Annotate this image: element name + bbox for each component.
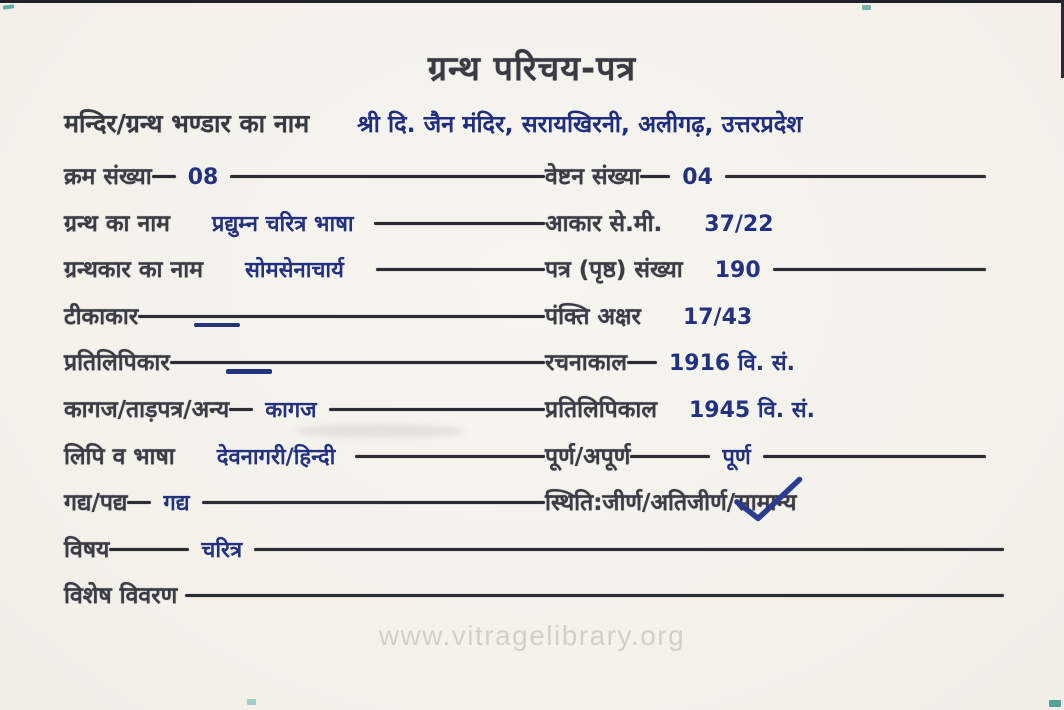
copyist-label: प्रतिलिपिकार — [64, 350, 170, 377]
repository-name-row — [64, 106, 1064, 143]
copyist-none-dash — [226, 369, 272, 374]
material-value: कागज — [265, 397, 317, 423]
form-row — [0, 578, 1064, 625]
lines-letters-label: पंक्ति अक्षर — [545, 303, 641, 330]
form-rows — [0, 159, 1064, 625]
prose-verse-value: गद्य — [163, 491, 190, 517]
condition-selected-option: सामान्य — [735, 485, 796, 521]
form-row — [0, 392, 1064, 439]
composition-date-label: रचनाकाल — [545, 350, 627, 377]
scan-edge-top — [0, 0, 1064, 3]
size-cm-label: आकार से.मी. — [545, 210, 663, 237]
size-cm-value: 37/22 — [704, 211, 774, 237]
complete-incomplete-value: पूर्ण — [722, 444, 751, 470]
scan-artifact — [3, 4, 14, 9]
serial-number-label: क्रम संख्या — [64, 164, 152, 190]
book-name-value: प्रद्युम्न चरित्र भाषा — [211, 211, 354, 237]
pencil-smudge — [295, 424, 465, 438]
form-row — [0, 299, 1064, 346]
repository-name-value: श्री दि. जैन मंदिर, सरायखिरनी, अलीगढ़, उत्तरप्रदेश — [357, 110, 803, 138]
special-details-label: विशेष विवरण — [64, 583, 178, 610]
scan-artifact — [862, 5, 871, 10]
book-name-label: ग्रन्थ का नाम — [64, 210, 170, 237]
card-title: ग्रन्थ परिचय-पत्र — [427, 49, 637, 89]
scan-artifact — [247, 699, 256, 705]
form-row — [0, 206, 1064, 253]
material-label: कागज/ताड़पत्र/अन्य — [64, 396, 230, 423]
lines-letters-value: 17/43 — [682, 304, 753, 330]
form-row — [0, 345, 1064, 392]
copy-date-value: 1945 वि. सं. — [688, 397, 816, 423]
composition-date-value: 1916 वि. सं. — [668, 351, 796, 377]
commentator-label: टीकाकार — [64, 303, 139, 330]
bundle-number-label: वेष्टन संख्या — [545, 164, 641, 190]
author-name-value: सोमसेनाचार्य — [244, 258, 344, 284]
complete-incomplete-label: पूर्ण/अपूर्ण — [545, 443, 631, 470]
watermark: www.vitragelibrary.org — [378, 620, 686, 651]
script-language-label: लिपि व भाषा — [64, 443, 175, 470]
script-language-value: देवनागरी/हिन्दी — [216, 444, 336, 470]
scan-artifact — [1049, 700, 1061, 707]
condition-label: स्थिति:जीर्ण/अतिजीर्ण/सामान्य — [545, 485, 797, 521]
subject-label: विषय — [64, 536, 110, 563]
form-row — [0, 532, 1064, 579]
form-row — [0, 159, 1064, 206]
page-count-label: पत्र (पृष्ठ) संख्या — [545, 257, 683, 284]
form-row — [0, 485, 1064, 532]
form-row — [0, 252, 1064, 299]
repository-name-label: मन्दिर/ग्रन्थ भण्डार का नाम — [64, 109, 310, 138]
bundle-number-value: 04 — [682, 165, 713, 190]
page-count-value: 190 — [714, 258, 761, 284]
form-row — [0, 439, 1064, 486]
subject-value: चरित्र — [201, 537, 243, 563]
serial-number-value: 08 — [187, 165, 219, 190]
commentator-none-dash — [194, 323, 240, 328]
prose-verse-label: गद्य/पद्य — [64, 490, 128, 517]
copy-date-label: प्रतिलिपिकाल — [545, 396, 657, 423]
author-name-label: ग्रन्थकार का नाम — [64, 257, 203, 284]
